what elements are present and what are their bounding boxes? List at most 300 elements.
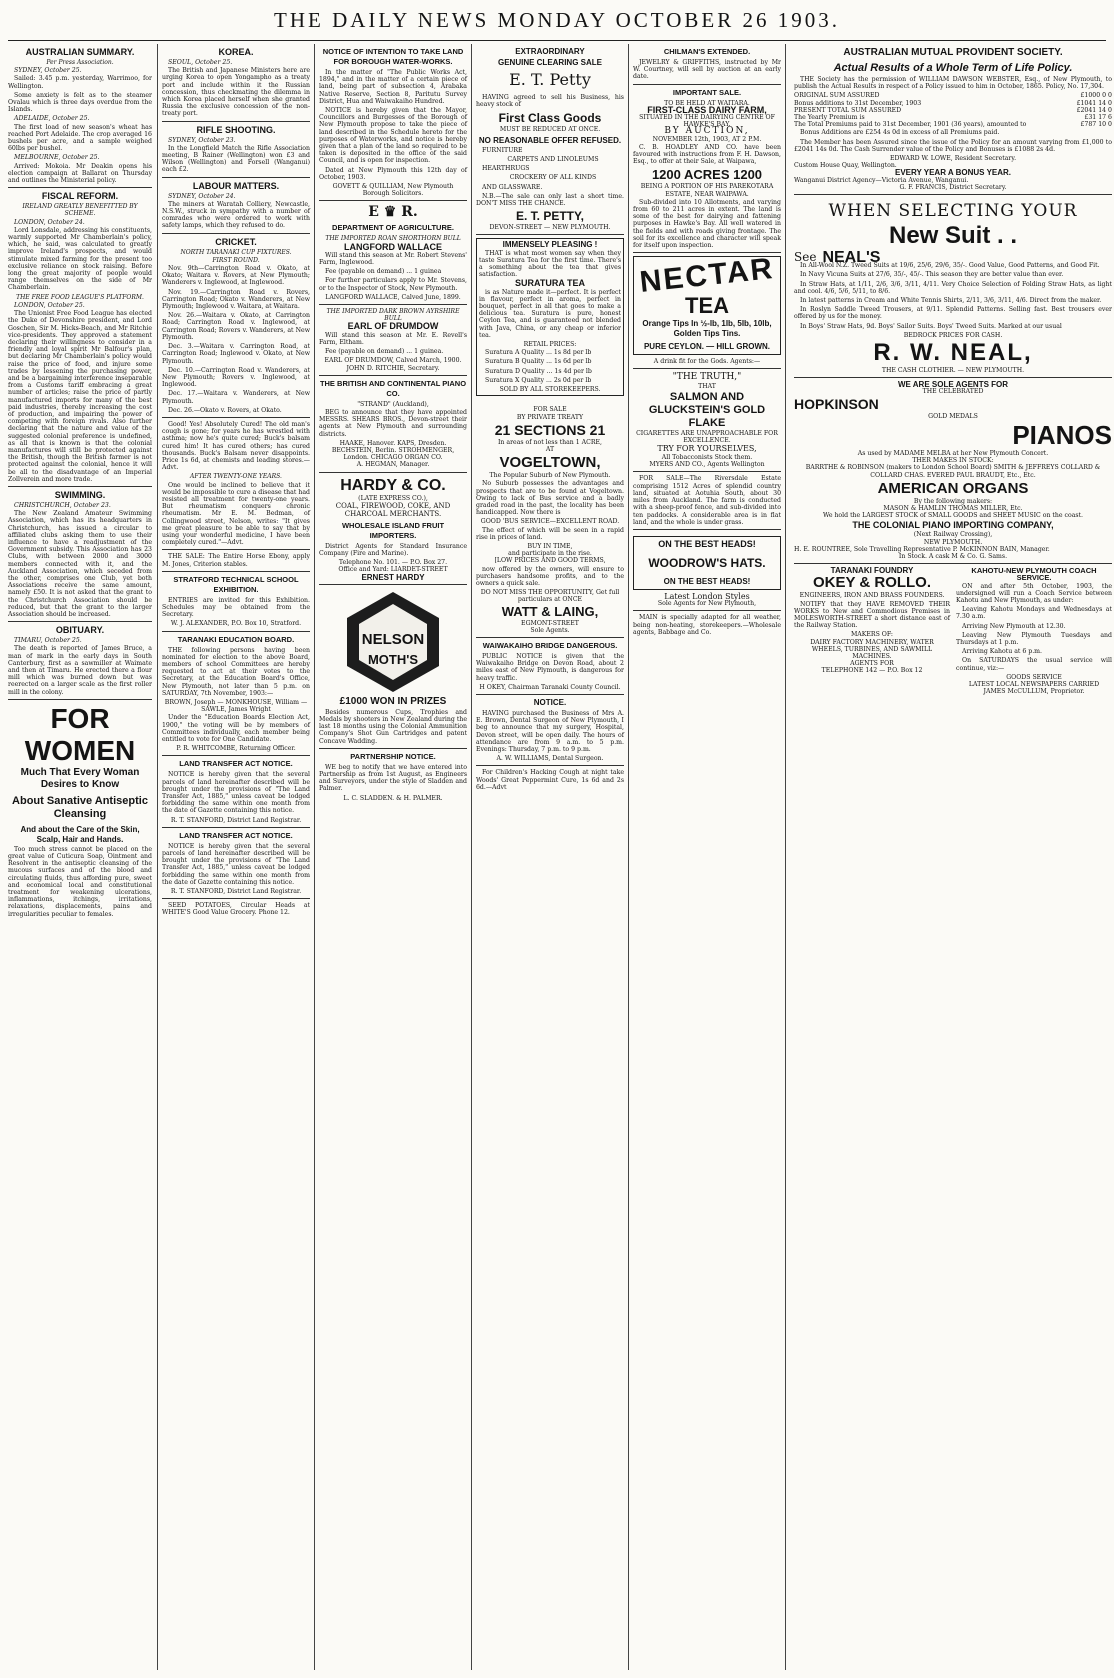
woodrow-logo: WOODROW'S HATS. — [648, 555, 766, 570]
notice-paragraph: Dated at New Plymouth this 12th day of October, 1903. — [319, 166, 467, 181]
dateline: CHRISTCHURCH, October 23. — [14, 501, 111, 509]
subheading: GOLD MEDALS — [928, 412, 978, 420]
signature: MYERS AND CO., Agents Wellington — [649, 461, 765, 469]
when-selecting: WHEN SELECTING YOUR — [828, 201, 1078, 222]
subheading: BEING A PORTION OF HIS PAREKOTARA ESTATE, NEAR WAIPAWA. — [640, 183, 774, 198]
column-rule — [471, 44, 472, 1670]
divider — [162, 549, 310, 550]
dateline: SYDNEY, October 25. — [14, 67, 82, 75]
signature: JAMES McCULLUM, Proprietor. — [983, 688, 1085, 696]
vogeltown: VOGELTOWN, — [499, 454, 601, 472]
subheading: THE IMPORTED DARK BROWN AYRSHIRE BULL — [326, 308, 460, 323]
classified: For Children's Hacking Cough at night take Woods' Great Peppermint Cure, 1s 6d and 2s 6d.—Advt — [476, 769, 624, 791]
policy-label: ORIGINAL SUM ASSURED — [794, 92, 880, 100]
heading-land-transfer: LAND TRANSFER ACT NOTICE. — [179, 759, 293, 769]
ad-paragraph: C. B. HOADLEY AND CO. have been favoured with instructions from F. H. Dawson, Esq., to offer at their Sale, at Waipawa, — [633, 143, 781, 166]
ad-paragraph: now offered by the owners, will ensure to purchasers handsome profits, and to the owners a quick sale. — [476, 565, 624, 587]
brand-name: SURATURA TEA — [515, 278, 585, 289]
foundry-ad — [794, 567, 950, 695]
column-rule — [157, 44, 158, 1670]
heading-australian-summary: AUSTRALIAN SUMMARY. — [25, 47, 135, 57]
subheading: MUST BE REDUCED AT ONCE. — [499, 125, 601, 133]
article-paragraph: The death is reported of James Bruce, a man of mark in the early days in South Canterbury, first as a sawmiller at Waimate and then at Timaru. He erected there a flour mill which was burned down but was reerected on a larger scale as the first roller mill in the colony. — [8, 645, 152, 696]
subheading: and participate in the rise. — [508, 550, 592, 558]
heading-labour-matters: LABOUR MATTERS. — [192, 180, 280, 191]
dateline: LONDON, October 24. — [14, 218, 85, 226]
price-row: Suratura A Quality ... 1s 8d per lb — [485, 349, 592, 357]
divider — [794, 563, 1112, 564]
divider — [633, 84, 781, 85]
divider — [162, 827, 310, 828]
subheading: NOVEMBER 12th, 1903, AT 2 P.M. — [652, 135, 762, 143]
suratura-ad — [476, 238, 624, 396]
subheading: The Popular Suburb of New Plymouth. — [489, 472, 611, 480]
woodrow-hats-ad — [633, 533, 781, 593]
hopkinson: HOPKINSON — [794, 395, 879, 412]
notice-paragraph: HAVING purchased the Business of Mrs A. E. Brown, Dental Surgeon of New Plymouth, I beg to announce that my surgery, Hospital, Devon street, will be open daily. The hours of attendance are from 9 a.m. to 5 p.m. Evenings: Thursday, 7 p.m. to 9 p.m. — [476, 709, 624, 753]
subheading: IMMENSELY PLEASING ! — [502, 240, 598, 250]
column-7 — [790, 44, 1112, 1670]
signature: P. R. WHITCOMBE, Returning Officer. — [176, 745, 296, 753]
divider — [8, 486, 152, 487]
subheading: MAKERS OF: — [850, 631, 894, 639]
neal-name: NEAL'S — [822, 249, 881, 267]
divider — [794, 377, 1112, 378]
heading-amp: AUSTRALIAN MUTUAL PROVIDENT SOCIETY. — [843, 47, 1063, 58]
nectar-tea-ad — [633, 252, 781, 355]
petty-name: E. T. PETTY, — [515, 209, 584, 224]
ad-paragraph: THE Society has the permission of WILLIAM DAWSON WEBSTER, Esq., of New Plymouth, to publish the Actual Results in respect of a Policy issued to him in October, 1865. Policy, No. 17,304. — [794, 76, 1112, 91]
divider — [319, 748, 467, 749]
heading-bridge: WAIWAKAIHO BRIDGE DANGEROUS. — [482, 640, 618, 650]
list-item: AND GLASSWARE. — [482, 183, 543, 191]
notice-paragraph: NOTICE is hereby given that the several parcels of land hereinafter described will be brought under the provisions of "The Land Transfer Act, 1885," unless caveat be lodged forbidding the same within one month from the date of Gazette containing this notice. — [162, 842, 310, 886]
subheading: By the following makers: — [913, 497, 993, 505]
fixture: Dec. 10.—Carrington Road v. Wanderers, at New Plymouth; Rovers v. Inglewood, at Inglewood. — [162, 366, 310, 389]
price-row: Suratura B Quality ... 1s 6d per lb — [485, 358, 592, 366]
divider — [633, 471, 781, 472]
subheading: NEW PLYMOUTH. — [923, 538, 983, 546]
subheading: NO REASONABLE OFFER REFUSED. — [478, 135, 622, 145]
bull-name: EARL OF DRUMDOW — [347, 321, 439, 332]
column-rule — [314, 44, 315, 1670]
divider — [633, 368, 781, 369]
heading-fruit-importers: WHOLESALE ISLAND FRUIT IMPORTERS. — [341, 520, 445, 540]
subheading: BUY IN TIME, — [527, 542, 573, 550]
signature: R. T. STANFORD, District Land Registrar. — [170, 888, 302, 896]
divider — [319, 584, 467, 585]
article-paragraph: In the Longfield Match the Rifle Association meeting, B Rainer (Wellington) won £3 and Wilson (Wellington) and Forsell (Wanganui) each £2. — [162, 144, 310, 174]
ad-paragraph: Besides numerous Cups, Trophies and Medals by shooters in New Zealand during the last 18 months using the Colonial Ammunition Company's Shot Gun Cartridges and patent Concave Wadding. — [319, 708, 467, 745]
list-item: FURNITURE — [482, 146, 523, 154]
hat-box — [633, 536, 781, 590]
column-1 — [8, 44, 152, 1670]
notice-paragraph: WE beg to notify that we have entered into Partnership as from 1st August, as Engineers and Surveyors, under the style of Sladden and Palmer. — [319, 763, 467, 793]
pedigree: EARL OF DRUMDOW, Calved March, 1900. — [324, 357, 462, 365]
dateline: LONDON, October 25. — [14, 301, 85, 309]
column-2 — [162, 44, 310, 1670]
prize-heading: £1000 WON IN PRIZES — [339, 695, 447, 707]
amp-and-ads — [794, 44, 1112, 695]
subheading: FIRST ROUND. — [212, 256, 260, 264]
subheading: COAL, FIREWOOD, COKE, AND CHARCOAL MERCHANTS. — [335, 501, 451, 518]
ad-subtitle: About Sanative Antiseptic Cleansing — [12, 794, 148, 820]
article-paragraph: The New Zealand Amateur Swimming Association, which has its headquarters in Christchurch, has issued a circular to affiliated clubs asking them to use their influence to have a readjustment of the Government subsidy. This Association has 23 Clubs, with between 2000 and 3000 members connected with it, and the Auckland Association, which seceded from the other, comprises one Club, yet both Associations receive the same amount, namely £50. It is not asked that the grant to the Christchurch Association should be reduced, but that the grant to the larger Association should be increased. — [8, 510, 152, 619]
acreage: 1200 ACRES 1200 — [651, 167, 763, 183]
offer: In Boys' Straw Hats, 9d. Boys' Sailor Suits. Boys' Tweed Suits. Marked at our usual — [800, 322, 1062, 330]
subheading: AFTER TWENTY-ONE YEARS. — [190, 473, 282, 481]
cartridge-illustration — [319, 588, 467, 696]
heading-chilmans: CHILMAN'S EXTENDED. — [663, 47, 751, 56]
slogan: ON THE BEST HEADS! — [663, 576, 751, 586]
subheading: SITUATED IN THE DAIRYING CENTRE OF HAWKE'S BAY. — [639, 114, 775, 129]
notice-paragraph: NOTICE is hereby given that the several parcels of land hereinafter described will be brought under the provisions of "The Land Transfer Act, 1885," unless caveat be lodged forbidding the same within one month from the date of Gazette containing this notice. — [162, 771, 310, 815]
heading-partnership: PARTNERSHIP NOTICE. — [350, 751, 436, 761]
makers-list: MASON & HAMLIN THOMAS MILLER, Etc. — [883, 504, 1023, 512]
policy-row — [794, 114, 1112, 121]
classified: MAIN is specially adapted for all weather, being non-heating, storekeepers.—Wholesale agents, Babbage and Co. — [633, 614, 781, 636]
offer: In Roslyn Saddle Tweed Trousers, at 9/11. Splendid Patterns. Selling fast. Best trousers ever offered by us for the money. — [794, 306, 1112, 321]
ad-paragraph: BEG to announce that they have appointed MESSRS. SHEARS BROS., Devon-street their agents at New Plymouth and surrounding districts. — [319, 408, 467, 438]
tea-logo: TEA — [685, 293, 729, 319]
policy-row — [794, 100, 1112, 107]
divider — [8, 699, 152, 700]
subheading: KAHOTU-NEW PLYMOUTH COACH SERVICE. — [971, 566, 1097, 583]
heading-notice: NOTICE. — [533, 697, 567, 707]
pedigree: LANGFORD WALLACE, Calved June, 1899. — [325, 293, 461, 301]
divider — [794, 194, 1112, 195]
price-row: Suratura D Quality ... 1s 4d per lb — [485, 367, 592, 375]
dateline: TIMARU, October 25. — [14, 637, 82, 645]
subheading: Sole Agents for New Plymouth, — [657, 600, 757, 608]
subheading: In Stock. A cask M & Co. G. Sams. — [898, 552, 1008, 560]
heading-swimming: SWIMMING. — [54, 489, 106, 500]
subheading: IRELAND GREATLY BENEFITTED BY SCHEME. — [22, 203, 138, 218]
okey-rollo: OKEY & ROLLO. — [812, 574, 932, 592]
policy-label: Bonus additions to 31st December, 1903 — [794, 99, 922, 107]
subheading: EVERY YEAR A BONUS YEAR. — [894, 168, 1012, 178]
gold-flake-title: SALMON AND GLUCKSTEIN'S GOLD FLAKE — [648, 390, 766, 429]
coach-ad — [956, 567, 1112, 695]
subheading: TO BE HELD AT WAITARA. — [664, 99, 750, 107]
press-credit: Per Press Association. — [46, 59, 114, 66]
policy-value: £1000 0 0 — [1080, 92, 1112, 100]
subheading: FIRST-CLASS DAIRY FARM, — [647, 104, 767, 115]
notice-paragraph: Will stand this season at Mr. E. Revell's Farm, Eltham. — [319, 331, 467, 346]
first-class-goods: First Class Goods — [498, 110, 602, 125]
column-rule — [785, 44, 786, 1670]
subheading: THE CELEBRATED — [922, 388, 984, 396]
subheading: THER MAKES IN STOCK: — [912, 457, 994, 465]
ad-paragraph: Bonus Additions are £254 4s 0d in excess of all Premiums paid. — [800, 129, 1000, 137]
divider — [319, 200, 467, 201]
article-paragraph: The British and Japanese Ministers here are urging Korea to open Yongampho as a treaty port and include within it the Russian concession, thus checkmating the dilemma in which Korea placed herself when she granted Russia the exclusive concession of the non-treaty port. — [162, 67, 310, 118]
policy-label: The Total Premiums paid to 31st December, 1901 (36 years), amounted to — [794, 121, 1027, 129]
ad-paragraph: Good! Yes! Absolutely Cured! The old man's cough is gone; for years he has wrestled with asthma; now he's quite cured; Buck's balsam cured him! It has cured others; has cured thousands. Buck's Balsam never disappoints. Price 1s 6d, at chemists and leading stores.—Advt. — [162, 420, 310, 472]
masthead — [0, 0, 1114, 44]
notice-paragraph: For further particulars apply to Mr. Stevens, or to the Inspector of Stock, New Plymouth. — [319, 277, 467, 292]
subheading: NORTH TARANAKI CUP FIXTURES. — [180, 248, 292, 256]
ad-paragraph: District Agents for Standard Insurance Company (Fire and Marine). — [319, 542, 467, 557]
fixture: Nov. 19.—Carrington Road v. Rovers, Carrington Road; Okato v. Wanderers, at New Plymouth; Inglewood v. Waitara, at Waitara. — [162, 288, 310, 311]
bull-name: LANGFORD WALLACE — [344, 241, 442, 252]
ad-subtitle: And about the Care of the Skin, Scalp, Hair and Hands. — [20, 824, 140, 844]
subheading: THE CASH CLOTHIER. — NEW PLYMOUTH. — [881, 367, 1025, 375]
dateline: ADELAIDE, October 25. — [14, 115, 90, 123]
article-paragraph: The first load of new season's wheat has reached Port Adelaide. The crop averaged 16 bushels per acre, and a sample weighed 60lbs per bushel. — [8, 123, 152, 153]
subheading: BEDROCK PRICES FOR CASH. — [903, 331, 1003, 339]
timetable: Leaving Kahotu Mondays and Wednesdays at 7.30 a.m. — [956, 606, 1112, 621]
divider — [162, 571, 310, 572]
divider — [162, 898, 310, 899]
column-rule — [628, 44, 629, 1670]
dateline: SEOUL, October 25. — [168, 59, 233, 66]
heading-piano-co: THE BRITISH AND CONTINENTAL PIANO CO. — [319, 378, 467, 398]
ad-paragraph: ON and after 5th October, 1903, the undersigned will run a Coach Service between Kahotu and New Plymouth, as under: — [956, 582, 1112, 604]
signature: ERNEST HARDY — [361, 572, 425, 582]
tea-grades: Orange Tips In ½-lb, 1lb, 5lb, 10lb, Golden Tips Tins. — [642, 319, 772, 339]
makers-list: HAAKE, Hanover. KAPS, Dresden. BECHSTEIN, Berlin. STROHMENGER, London. CHICAGO ORGAN CO. — [331, 439, 455, 462]
subheading: Sole Agents. — [530, 626, 570, 634]
heading-obituary: OBITUARY. — [55, 625, 105, 636]
article-paragraph: Lord Lonsdale, addressing his constituents, warmly supported Mr Chamberlain's policy, which, he said, was calculated to greatly improve Ireland's prospects, and would stimulate mixed farming for the present too exclusive reliance on stock raising. Before long the great majority of people would range themselves on the side of Mr Chamberlain. — [8, 226, 152, 292]
list-item: CROCKERY OF ALL KINDS — [509, 174, 597, 182]
subheading: TRY FOR YOURSELVES, — [657, 444, 757, 454]
subheading: PURE CEYLON. — HILL GROWN. — [643, 342, 771, 352]
column-5 — [633, 44, 781, 1670]
subheading: DO NOT MISS THE OPPORTUNITY, Get full particulars at ONCE — [480, 589, 620, 604]
office: Office and Yard: LIARDET-STREET — [338, 566, 448, 574]
subheading: GOOD 'BUS SERVICE—EXCELLENT ROAD. — [480, 518, 620, 526]
subheading: "STRAND" (Auckland), — [357, 400, 429, 408]
heading-land-transfer: LAND TRANSFER ACT NOTICE. — [179, 830, 293, 840]
subheading: LATEST LOCAL NEWSPAPERS CARRIED — [968, 680, 1100, 688]
price-row: Suratura X Quality ... 2s 0d per lb — [485, 376, 592, 384]
ad-paragraph: THAT is what most women say when they taste Suratura Tea for the first time. There's a something about the tea that gives satisfaction. — [479, 249, 621, 279]
dateline: MELBOURNE, October 25. — [14, 154, 100, 162]
ad-paragraph: On SATURDAYS the usual service will continue, viz:— — [956, 657, 1112, 672]
divider — [476, 765, 624, 766]
ad-paragraph: HAVING agreed to sell his Business, his heavy stock of — [476, 94, 624, 109]
ad-paragraph: No Suburb possesses the advantages and prospects that are to be found at Vogeltown. Owing to lack of Bus service and a badly graded road in the past, the locality has been handicapped. Now there is — [476, 480, 624, 517]
fixture: Nov. 26.—Waitara v. Okato, at Carrington Road; Carrington Road v. Inglewood, at Carrington Road; Rovers v. Wanderers, at New Plymouth. — [162, 312, 310, 341]
timetable: Arriving New Plymouth at 12.30. — [962, 622, 1066, 630]
agent-name: WATT & LAING, — [501, 603, 599, 619]
nelson-moths-ad — [319, 588, 467, 696]
subheading: All Tobacconists Stock them. — [661, 454, 753, 462]
offer: In All-Wool N.Z. Tweed Suits at 19/6, 25/6, 29/6, 35/-. Good Value, Good Patterns, and Good Fit. — [800, 262, 1100, 270]
fee: Fee (payable on demand) ... 1 guinea. — [325, 348, 444, 356]
timetable: Leaving New Plymouth Tuesdays and Thursdays at 1 p.m. — [956, 631, 1112, 646]
divider — [633, 529, 781, 530]
ad-paragraph: FOR SALE—The Riversdale Estate comprising 1512 Acres of splendid country land, situated at Aotuhia South, about 30 miles from Auckland. The farm is conducted with a sheep-proof fence, and sub-divided into ten paddocks. A considerable area is in flat land, and the whole is under grass. — [633, 475, 781, 526]
policy-value: £787 10 0 — [1080, 121, 1112, 129]
subheading: TARANAKI FOUNDRY — [830, 566, 914, 576]
article-paragraph: The miners at Waratah Colliery, Newcastle, N.S.W., struck in sympathy with a number of comrades who were ordered to work with safety lamps, which they refused to do. — [162, 200, 310, 230]
subheading: As used by MADAME MELBA at her New Plymouth Concert. — [857, 449, 1049, 457]
heading-extraordinary: EXTRAORDINARY — [515, 47, 585, 56]
subheading: GENUINE CLEARING SALE — [497, 58, 602, 67]
signature: EDWARD W. LOWE, Resident Secretary. — [889, 155, 1017, 163]
ad-paragraph: Too much stress cannot be placed on the great value of Cuticura Soap, Ointment and Resolvent in the antiseptic cleansing of the mucous surfaces and of the blood and circulating fluids, thus affording pure, sweet and economical local and constitutional treatment for weakening ulcerations, inflammations, itchings, irritations, relaxations, displacements, pains and irregularities peculiar to females. — [8, 845, 152, 918]
notice-paragraph: THE following persons having been nominated for election to the above Board, members of school Committees are hereby requested to act at their votes to the Secretary, at the Education Board's Office, New Plymouth, not later than 5 p.m. on SATURDAY, 7th November, 1903:— — [162, 646, 310, 697]
ad-paragraph: is as Nature made it—perfect. It is perfect in flavour, perfect in aroma, perfect in bouquet, perfect in all that goes to make a delicious tea. Suratura is pure, honest Ceylon Tea, and is guaranteed not blended with Java, China, or any cheap or inferior tea. — [479, 288, 621, 339]
heading-korea: KOREA. — [218, 47, 254, 57]
ad-paragraph: NOTIFY that they HAVE REMOVED THEIR WORKS to New and Commodious Premises in MOLESWORTH-STREET a short distance east of the Railway Station. — [794, 600, 950, 630]
list-item: CARPETS AND LINOLEUMS — [507, 156, 599, 164]
divider — [476, 694, 624, 695]
subheading: THE FREE FOOD LEAGUE'S PLATFORM. — [16, 293, 144, 301]
subheading: RETAIL PRICES: — [523, 341, 577, 349]
article-paragraph: Sailed: 3.45 p.m. yesterday, Warrimoo, for Wellington. — [8, 75, 152, 90]
heading-education-board: TARANAKI EDUCATION BOARD. — [177, 634, 295, 644]
nectar-logo: NECTAR — [638, 252, 776, 300]
subheading: THAT — [698, 383, 716, 391]
fee: Fee (payable on demand) ... 1 guinea — [325, 268, 442, 276]
address: Custom House Quay, Wellington. — [794, 162, 897, 170]
notice-paragraph: In the matter of "The Public Works Act, 1894," and in the matter of a certain piece of land, being part of subsection 4, Arabaka Native Reserve, Section 8, Paritutu Survey District, Hua and Waiwakaiho Hundred. — [319, 69, 467, 105]
crown-emblem-icon: E ♛ R. — [368, 204, 418, 221]
divider — [162, 121, 310, 122]
classified: SEED POTATOES, Circular Heads at WHITE'S Good Value Grocery. Phone 12. — [162, 902, 310, 917]
dateline: SYDNEY, October 23. — [168, 136, 236, 144]
subheading: [LOW PRICES AND GOOD TERMS, — [494, 557, 606, 565]
divider — [162, 417, 310, 418]
divider — [162, 755, 310, 756]
policy-row — [794, 121, 1112, 128]
divider — [8, 187, 152, 188]
offer: In latest patterns in Cream and White Tennis Shirts, 2/11, 3/6, 3/11, 4/6. Direct from the maker. — [800, 297, 1102, 305]
subheading: A drink fit for the Gods. Agents:— — [653, 358, 761, 366]
policy-row — [794, 107, 1112, 114]
offer: In Navy Vicuna Suits at 27/6, 35/-, 45/-. This season they are better value than ever. — [800, 271, 1064, 279]
petty-name: E. T. Petty — [509, 70, 591, 90]
address: DEVON-STREET — NEW PLYMOUTH. — [489, 224, 611, 232]
see-label: See — [794, 250, 817, 265]
slogan: ON THE BEST HEADS! — [658, 538, 756, 549]
article-paragraph: Some anxiety is felt as to the steamer Ovalau which is three days overdue from the Islands. — [8, 91, 152, 114]
column-4 — [476, 44, 624, 1670]
list-item: HEARTHRUGS — [482, 165, 530, 173]
representatives: H. E. ROUNTREE, Sole Travelling Representative P. McKINNON BAIN, Manager. — [794, 545, 1050, 553]
notice-paragraph: JEWELRY & GRIFFITHS, instructed by Mr W. Courtney, will sell by auction at an early date. — [633, 59, 781, 81]
american-organs: AMERICAN ORGANS — [877, 479, 1029, 497]
ad-paragraph: The Member has been Assured since the issue of the Policy for an amount varying from £1,000 to £2041 14s 0d. The Cash Surrender value of the Policy and Bonuses is £1088 2s 4d. — [794, 138, 1112, 153]
subheading: AGENTS FOR — [850, 660, 894, 668]
rw-neal-logo: R. W. NEAL, — [873, 339, 1033, 367]
fixture: Dec. 17.—Waitara v. Wanderers, at New Plymouth. — [162, 390, 310, 405]
policy-label: The Yearly Premium is — [794, 114, 865, 122]
bottom-ads — [794, 567, 1112, 695]
article-paragraph: The Unionist Free Food League has elected the Duke of Devonshire president, and Lord Goschen, Sir M. Hicks-Beach, and Mr Ritchie vice-presidents. They approved a statement declaring their willingness to consider in a friendly and loyal spirit Mr Balfour's plan, but declaring Mr Chamberlain's policy would raise the price of food, and injure some trades by lessening the purchasing power, and be a bargaining interference inseparable from a Customs tariff embracing a great number of articles; raise the price of partly manufactured imports for many of the best paid industries, thereby increasing the cost of production, and impairing the power of competing with foreign rivals. Also further declaring that the nature and value of the suggested colonial preference is undefined, as all that is known is that the colonial manufactures will still be protected against the British, though the British farmer is not protected against the colonial, hence it will be all to the disadvantage of an Imperial Zollverein and more trade. — [8, 310, 152, 483]
pianos-title: PIANOS — [1012, 419, 1112, 450]
note: N.B.—The sale can only last a short time. DON'T MISS THE CHANCE. — [476, 192, 624, 208]
subheading: BY PRIVATE TREATY — [516, 413, 584, 421]
divider — [319, 375, 467, 376]
divider — [319, 304, 467, 305]
hardy-logo: HARDY & CO. — [340, 476, 446, 494]
divider — [319, 472, 467, 473]
subheading: (Next Railway Crossing), — [913, 531, 993, 539]
subheading: We hold the LARGEST STOCK of SMALL GOODS and SHEET MUSIC on the coast. — [822, 512, 1084, 520]
offer: In Straw Hats, at 1/11, 2/6, 3/6, 3/11, 4/11. Very Choice Selection of Folding Straw Hats, as light and cool. 4/6, 5/6, 5/11, to 8/6. — [794, 280, 1112, 295]
notice-paragraph: ENTRIES are invited for this Exhibition. Schedules may be obtained from the Secretary. — [162, 596, 310, 619]
signature: GOVETT & QUILLIAM, New Plymouth Borough Solicitors. — [332, 183, 454, 198]
divider — [476, 637, 624, 638]
subheading: ENGINEERS, IRON AND BRASS FOUNDERS. — [799, 592, 945, 600]
signature: A. W. WILLIAMS, Dental Surgeon. — [496, 755, 604, 763]
ad-paragraph: The effect of which will be seen in a rapid rise in prices of land. — [476, 526, 624, 541]
subheading: Actual Results of a Whole Term of Life Policy. — [833, 62, 1073, 74]
policy-value: £1041 14 0 — [1076, 99, 1112, 107]
subheading: THE IMPORTED ROAN SHORTHORN BULL — [325, 235, 461, 243]
notice-paragraph: Will stand this season at Mr. Robert Stevens' Farm, Inglewood. — [319, 251, 467, 267]
subheading: Latest London Styles — [664, 591, 750, 601]
notice-paragraph: Under the "Education Boards Election Act, 1900," the voting will be by members of Committees individually, each member being entitled to vote for One Candidate. — [162, 714, 310, 744]
classified: THE SALE: The Entire Horse Ebony, apply M. Jones, Criterion stables. — [162, 553, 310, 568]
new-suit: New Suit . . — [888, 222, 1017, 250]
divider — [476, 234, 624, 235]
telephone: Telephone No. 101. — P.O. Box 27. — [338, 559, 448, 567]
colonial-piano: THE COLONIAL PIANO IMPORTING COMPANY, — [852, 520, 1054, 531]
article-paragraph: Arrived: Mokoia. Mr Deakin opens his election campaign at Ballarat on Thursday and outlines the Ministerial policy. — [8, 162, 152, 185]
heading-stratford-exhibition: STRATFORD TECHNICAL SCHOOL EXHIBITION. — [173, 574, 299, 594]
policy-value: £31 17 6 — [1084, 114, 1112, 122]
heading-rifle-shooting: RIFLE SHOOTING. — [196, 124, 276, 135]
subheading: GOODS SERVICE — [1006, 673, 1062, 681]
heading-department: DEPARTMENT OF AGRICULTURE. — [332, 223, 454, 233]
address: EGMONT-STREET — [521, 619, 579, 627]
policy-value: £2041 14 0 — [1076, 106, 1112, 114]
fixture: Dec. 3.—Waitara v. Carrington Road, at Carrington Road; Inglewood v. Okato, at New Plymouth. — [162, 343, 310, 365]
fixture: Dec. 26.—Okato v. Rovers, at Okato. — [168, 406, 282, 414]
heading-important-sale: IMPORTANT SALE. — [672, 87, 742, 97]
signature: JOHN D. RITCHIE, Secretary. — [346, 364, 440, 372]
right-columns — [790, 44, 1112, 696]
ad-paragraph: Sub-divided into 10 Allotments, and varying from 60 to 211 acres in extent. The land is some of the best for dairying and fattening purposes in Hawke's Bay. All well watered in the fields and with roads giving frontage. The soil for its excellence and character will speak for itself upon inspection. — [633, 198, 781, 250]
policy-row — [794, 92, 1112, 99]
candidate-names: BROWN, Joseph — MONKHOUSE, William — SAWLE, James Wright — [164, 699, 308, 714]
heading-waterworks: NOTICE OF INTENTION TO TAKE LAND FOR BOROUGH WATER-WORKS. — [322, 47, 464, 66]
column-3 — [319, 44, 467, 1670]
signature: L. C. SLADDEN. & H. PALMER. — [343, 794, 443, 802]
nelson-text: NELSON — [361, 630, 425, 648]
subheading: CIGARETTES ARE UNAPPROACHABLE FOR EXCELLENCE. — [636, 429, 778, 444]
subheading: FOR SALE — [533, 406, 567, 414]
ad-subtitle: Much That Every Woman Desires to Know — [20, 766, 140, 790]
subheading: SOLD BY ALL STOREKEEPERS. — [499, 386, 601, 394]
subheading: WE ARE SOLE AGENTS FOR — [897, 380, 1009, 390]
notice-paragraph: PUBLIC NOTICE is given that the Waiwakaiho Bridge on Devon Road, about 2 miles east of New Plymouth, is dangerous for heavy traffic. — [476, 652, 624, 682]
signature: R. T. STANFORD, District Land Registrar. — [170, 816, 302, 824]
masthead-title: THE DAILY NEWS MONDAY OCTOBER 26 1903. — [274, 8, 840, 32]
fixture: Nov. 9th—Carrington Road v. Okato, at Okato; Waitara v. Rovers, at New Plymouth; Wanderers v. Inglewood, at Inglewood. — [162, 265, 310, 287]
divider — [8, 621, 152, 622]
subheading: "THE TRUTH," — [672, 372, 742, 383]
subheading: DAIRY FACTORY MACHINERY, WATER WHEELS, TURBINES, AND SAWMILL MACHINES. — [810, 638, 934, 660]
sections-count: 21 SECTIONS 21 — [494, 421, 606, 438]
ad-for-women-title: FOR WOMEN — [24, 702, 136, 766]
ad-paragraph: One would be inclined to believe that it would be impossible to cure a disease that had resisted all treatment for twenty-one years. But rheumatism conquers chronic rheumatism. Mr E. M. Bedman, of Collingwood street, Nelson, writes: "It gives me great pleasure to be able to say that by using your wonderful medicine, I have been completely cured."—Advt. — [162, 481, 310, 547]
divider — [633, 610, 781, 611]
subheading: In areas of not less than 1 ACRE, — [497, 438, 602, 446]
heading-cricket: CRICKET. — [215, 236, 257, 247]
subheading: (LATE EXPRESS CO.), — [358, 494, 428, 502]
makers-list: BARRTHE & ROBINSON (makers to London School Board) SMITH & JEFFREYS COLLARD & COLLARD CHAS. EVERED PAUL BRAUDT, Etc., Etc. — [805, 464, 1101, 479]
timetable: Arriving Kahotu at 6 p.m. — [962, 648, 1043, 656]
heading-fiscal-reform: FISCAL REFORM. — [41, 191, 119, 202]
signature: H OKEY, Chairman Taranaki County Council. — [479, 683, 621, 691]
